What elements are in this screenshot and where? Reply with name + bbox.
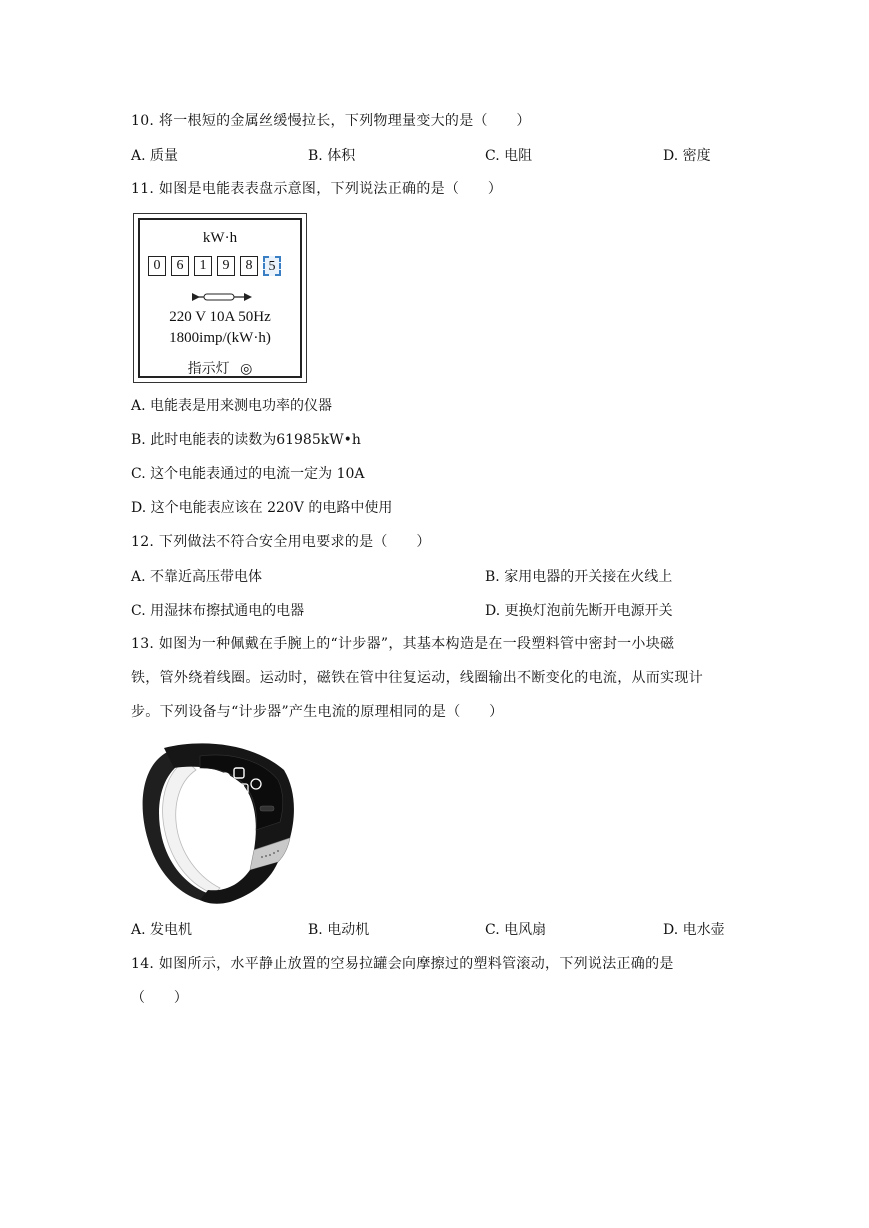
meter-face — [138, 218, 302, 378]
q11-option-b: B. 此时电能表的读数为61985kW•h — [131, 432, 361, 448]
meter-digit-decimal: 5 — [263, 256, 281, 276]
meter-disc-arrow-icon — [190, 291, 254, 303]
q10-option-d: D. 密度 — [663, 148, 711, 164]
q14-stem-line1: 14. 如图所示，水平静止放置的空易拉罐会向摩擦过的塑料管滚动，下列说法正确的是 — [131, 956, 674, 972]
meter-digit: 8 — [240, 256, 258, 276]
meter-digit: 6 — [171, 256, 189, 276]
electricity-meter-figure — [133, 213, 307, 383]
meter-digit: 0 — [148, 256, 166, 276]
q13-option-b: B. 电动机 — [308, 922, 370, 938]
q13-stem-line1: 13. 如图为一种佩戴在手腕上的“计步器”，其基本构造是在一段塑料管中密封一小块磁 — [131, 636, 675, 652]
q12-option-d: D. 更换灯泡前先断开电源开关 — [485, 603, 673, 619]
q13-option-d: D. 电水壶 — [663, 922, 725, 938]
q13-option-c: C. 电风扇 — [485, 922, 547, 938]
q13-stem-line3: 步。下列设备与“计步器”产生电流的原理相同的是（ ） — [131, 704, 504, 720]
q11-option-d: D. 这个电能表应该在 220V 的电路中使用 — [131, 500, 393, 516]
meter-spec-rating: 220 V 10A 50Hz — [169, 309, 271, 325]
meter-digit: 1 — [194, 256, 212, 276]
q14-stem-line2: （ ） — [131, 990, 189, 1006]
q11-option-c: C. 这个电能表通过的电流一定为 10A — [131, 466, 365, 482]
q12-option-c: C. 用湿抹布擦拭通电的电器 — [131, 603, 305, 619]
q10-option-c: C. 电阻 — [485, 148, 533, 164]
indicator-lamp-icon: ◎ — [240, 361, 253, 377]
meter-lamp — [140, 358, 300, 378]
meter-digit: 9 — [217, 256, 235, 276]
meter-lamp-label: 指示灯 — [187, 361, 230, 377]
q13-stem-line2: 铁，管外绕着线圈。运动时，磁铁在管中往复运动，线圈输出不断变化的电流，从而实现计 — [131, 670, 703, 686]
pedometer-wristband-figure — [134, 730, 300, 905]
q10-option-a: A. 质量 — [131, 148, 179, 164]
q13-option-a: A. 发电机 — [131, 922, 193, 938]
q11-option-a: A. 电能表是用来测电功率的仪器 — [131, 398, 333, 414]
q10-option-b: B. 体积 — [308, 148, 356, 164]
meter-spec-impulse: 1800imp/(kW·h) — [169, 330, 271, 346]
q10-stem: 10. 将一根短的金属丝缓慢拉长，下列物理量变大的是（ ） — [131, 113, 531, 129]
q12-option-a: A. 不靠近高压带电体 — [131, 569, 263, 585]
q12-stem: 12. 下列做法不符合安全用电要求的是（ ） — [131, 534, 431, 550]
meter-unit: kW·h — [202, 230, 238, 246]
q11-stem: 11. 如图是电能表表盘示意图，下列说法正确的是（ ） — [131, 181, 503, 197]
meter-digits — [148, 256, 281, 276]
q12-option-b: B. 家用电器的开关接在火线上 — [485, 569, 673, 585]
